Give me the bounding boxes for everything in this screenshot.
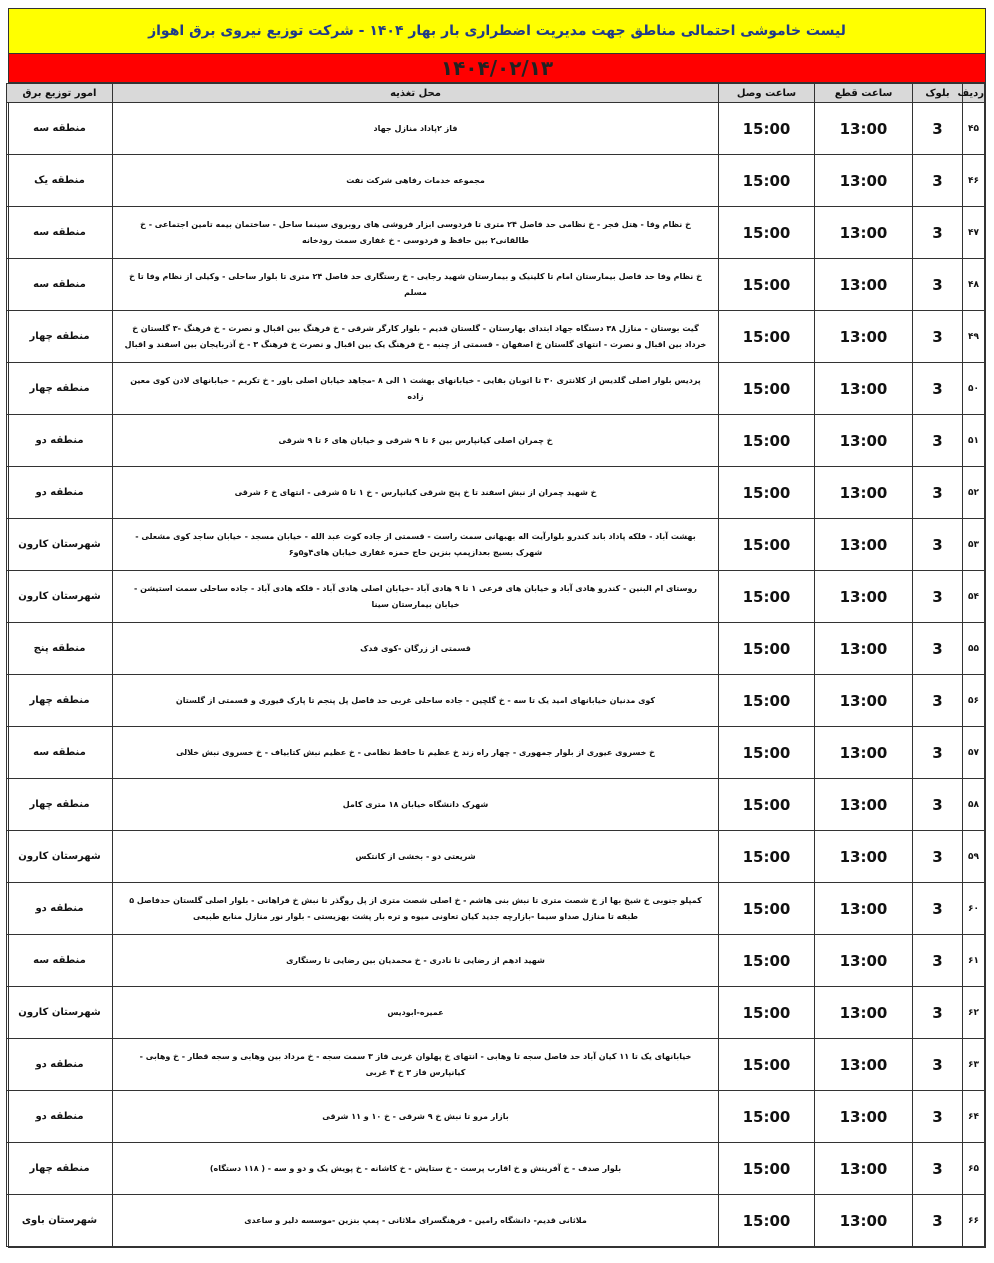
cell-district: منطقه چهار — [7, 675, 113, 727]
cell-location: شهید ادهم از رضایی تا نادری - خ محمدیان بین رضایی تا رستگاری — [113, 935, 719, 987]
cell-row-number: ۶۴ — [963, 1091, 985, 1143]
cell-cut-time: 13:00 — [815, 259, 913, 311]
cell-row-number: ۵۱ — [963, 415, 985, 467]
cell-block: 3 — [913, 779, 963, 831]
cell-location: بازار مرو تا نبش خ ۹ شرقی - خ ۱۰ و ۱۱ شرقی — [113, 1091, 719, 1143]
table-row — [7, 207, 985, 259]
cell-location: بهشت آباد - فلکه پاداد باند کندرو بلوارآیت اله بهبهانی سمت راست - قسمتی از جاده کوت عبد الله - خیابان مسجد - خیابان ساجد کوی مشعلی - شهرک بسیج بعدازپمپ بنزین حاج حمزه غفاری خیابان های۴و۵و۶ — [113, 519, 719, 571]
cell-row-number: ۴۵ — [963, 103, 985, 155]
cell-location: مجموعه خدمات رفاهی شرکت نفت — [113, 155, 719, 207]
cell-connect-time: 15:00 — [719, 987, 815, 1039]
header-district: امور توزیع برق — [7, 84, 113, 103]
cell-block: 3 — [913, 467, 963, 519]
cell-district: منطقه چهار — [7, 363, 113, 415]
cell-location: عمیره-ابودیس — [113, 987, 719, 1039]
cell-cut-time: 13:00 — [815, 987, 913, 1039]
cell-connect-time: 15:00 — [719, 831, 815, 883]
cell-connect-time: 15:00 — [719, 883, 815, 935]
cell-location: بلوار صدف - خ آفرینش و خ اقارب پرست - خ ستایش - خ کاشانه - خ پویش یک و دو و سه - ( ۱۱۸ دستگاه) — [113, 1143, 719, 1195]
cell-block: 3 — [913, 883, 963, 935]
cell-block: 3 — [913, 675, 963, 727]
cell-row-number: ۵۹ — [963, 831, 985, 883]
cell-block: 3 — [913, 1039, 963, 1091]
cell-row-number: ۵۲ — [963, 467, 985, 519]
cell-location: پردیس بلوار اصلی گلدیس از کلانتری ۳۰ تا اتوبان بقایی - خیابانهای بهشت ۱ الی ۸ -مجاهد خیابان اصلی باور - خ تکریم - خیابانهای لادن کوی معین زاده — [113, 363, 719, 415]
cell-row-number: ۵۷ — [963, 727, 985, 779]
cell-location: روستای ام البنین - کندرو هادی آباد و خیابان های فرعی ۱ تا ۹ هادی آباد -خیابان اصلی هادی آباد - فلکه هادی آباد - جاده ساحلی سمت استیشن - خیابان بیمارستان سینا — [113, 571, 719, 623]
cell-connect-time: 15:00 — [719, 467, 815, 519]
cell-connect-time: 15:00 — [719, 207, 815, 259]
table-row — [7, 311, 985, 363]
cell-location: خیابانهای یک تا ۱۱ کیان آباد حد فاصل سجه تا وهابی - انتهای خ پهلوان غربی فاز ۳ سمت سجه - خ مرداد بین وهابی و سجه قطار - خ وهابی - کیانپارس فاز ۳ خ ۴ غربی — [113, 1039, 719, 1091]
cell-cut-time: 13:00 — [815, 467, 913, 519]
cell-row-number: ۵۸ — [963, 779, 985, 831]
header-block: بلوک — [913, 84, 963, 103]
cell-connect-time: 15:00 — [719, 415, 815, 467]
cell-connect-time: 15:00 — [719, 311, 815, 363]
cell-location: کمپلو جنوبی خ شیخ بها از خ شصت متری تا نبش بنی هاشم - خ اصلی شصت متری از پل روگذر تا نبش خ فراهانی - بلوار اصلی گلستان حدفاصل ۵ طبقه تا منازل صداو سیما -بازارچه جدید کیان تعاونی میوه و تره بار پشت بهزیستی - بلوار نور منازل منابع طبیعی — [113, 883, 719, 935]
cell-connect-time: 15:00 — [719, 103, 815, 155]
cell-block: 3 — [913, 207, 963, 259]
cell-connect-time: 15:00 — [719, 935, 815, 987]
cell-block: 3 — [913, 571, 963, 623]
cell-block: 3 — [913, 519, 963, 571]
cell-block: 3 — [913, 1091, 963, 1143]
cell-connect-time: 15:00 — [719, 1039, 815, 1091]
cell-row-number: ۵۰ — [963, 363, 985, 415]
cell-cut-time: 13:00 — [815, 883, 913, 935]
table-body — [7, 103, 985, 1247]
cell-cut-time: 13:00 — [815, 727, 913, 779]
cell-block: 3 — [913, 311, 963, 363]
cell-location: خ نظام وفا - هتل فجر - خ نظامی حد فاصل ۲۴ متری تا فردوسی ابزار فروشی های روبروی سینما ساحل - ساختمان بیمه تامین اجتماعی - خ طالقانی۲ بین حافظ و فردوسی - خ غفاری سمت رودخانه — [113, 207, 719, 259]
cell-district: منطقه چهار — [7, 1143, 113, 1195]
table-header-row — [7, 84, 985, 103]
cell-cut-time: 13:00 — [815, 779, 913, 831]
cell-cut-time: 13:00 — [815, 623, 913, 675]
table-row — [7, 1195, 985, 1247]
cell-location: خ شهید چمران از نبش اسفند تا خ پنج شرقی کیانپارس - خ ۱ تا ۵ شرقی - انتهای خ ۶ شرقی — [113, 467, 719, 519]
cell-block: 3 — [913, 155, 963, 207]
cell-block: 3 — [913, 415, 963, 467]
cell-row-number: ۴۶ — [963, 155, 985, 207]
outage-table — [6, 83, 985, 1247]
outage-sheet — [8, 8, 986, 1248]
cell-district: منطقه دو — [7, 415, 113, 467]
table-row — [7, 1091, 985, 1143]
cell-district: منطقه یک — [7, 155, 113, 207]
cell-connect-time: 15:00 — [719, 727, 815, 779]
cell-cut-time: 13:00 — [815, 831, 913, 883]
cell-cut-time: 13:00 — [815, 207, 913, 259]
header-cut-time: ساعت قطع — [815, 84, 913, 103]
cell-row-number: ۶۰ — [963, 883, 985, 935]
cell-connect-time: 15:00 — [719, 623, 815, 675]
table-row — [7, 623, 985, 675]
cell-row-number: ۶۳ — [963, 1039, 985, 1091]
cell-block: 3 — [913, 259, 963, 311]
cell-row-number: ۵۶ — [963, 675, 985, 727]
cell-location: خ چمران اصلی کیانپارس بین ۶ تا ۹ شرقی و خیابان های ۶ تا ۹ شرقی — [113, 415, 719, 467]
header-location: محل تغذیه — [113, 84, 719, 103]
cell-district: شهرستان کارون — [7, 519, 113, 571]
cell-connect-time: 15:00 — [719, 1143, 815, 1195]
table-row — [7, 935, 985, 987]
cell-district: منطقه دو — [7, 1091, 113, 1143]
cell-cut-time: 13:00 — [815, 311, 913, 363]
table-row — [7, 1039, 985, 1091]
header-row-number: ردیف — [963, 84, 985, 103]
header-connect-time: ساعت وصل — [719, 84, 815, 103]
cell-district: شهرستان کارون — [7, 831, 113, 883]
table-row — [7, 155, 985, 207]
cell-district: منطقه سه — [7, 935, 113, 987]
cell-district: شهرستان کارون — [7, 987, 113, 1039]
cell-row-number: ۵۵ — [963, 623, 985, 675]
table-row — [7, 519, 985, 571]
cell-cut-time: 13:00 — [815, 571, 913, 623]
cell-block: 3 — [913, 987, 963, 1039]
cell-row-number: ۵۳ — [963, 519, 985, 571]
cell-row-number: ۴۸ — [963, 259, 985, 311]
cell-cut-time: 13:00 — [815, 1143, 913, 1195]
cell-location: شهرک دانشگاه خیابان ۱۸ متری کامل — [113, 779, 719, 831]
cell-row-number: ۶۱ — [963, 935, 985, 987]
cell-connect-time: 15:00 — [719, 259, 815, 311]
cell-cut-time: 13:00 — [815, 519, 913, 571]
cell-connect-time: 15:00 — [719, 363, 815, 415]
cell-block: 3 — [913, 623, 963, 675]
cell-row-number: ۴۷ — [963, 207, 985, 259]
table-row — [7, 831, 985, 883]
cell-cut-time: 13:00 — [815, 103, 913, 155]
cell-location: شریعتی دو - بخشی از کانتکس — [113, 831, 719, 883]
cell-row-number: ۶۶ — [963, 1195, 985, 1247]
table-row — [7, 675, 985, 727]
table-row — [7, 571, 985, 623]
cell-connect-time: 15:00 — [719, 571, 815, 623]
cell-location: خ خسروی عیوری از بلوار جمهوری - چهار راه زند خ عظیم تا حافظ نظامی - خ عظیم نبش کتابیاف - خ خسروی نبش خلالی — [113, 727, 719, 779]
cell-location: خ نظام وفا حد فاصل بیمارستان امام تا کلینیک و بیمارستان شهید رجایی - خ رستگاری حد فاصل ۲۴ متری تا بلوار ساحلی - وکیلی از نظام وفا تا خ مسلم — [113, 259, 719, 311]
table-row — [7, 987, 985, 1039]
cell-connect-time: 15:00 — [719, 519, 815, 571]
cell-block: 3 — [913, 727, 963, 779]
cell-cut-time: 13:00 — [815, 1195, 913, 1247]
cell-cut-time: 13:00 — [815, 1091, 913, 1143]
cell-block: 3 — [913, 1143, 963, 1195]
cell-location: فاز ۲پاداد منازل جهاد — [113, 103, 719, 155]
cell-district: منطقه دو — [7, 467, 113, 519]
cell-cut-time: 13:00 — [815, 1039, 913, 1091]
cell-location: گیت بوستان - منازل ۳۸ دستگاه جهاد ابتدای بهارستان - گلستان قدیم - بلوار کارگر شرقی - خ فرهنگ بین اقبال و نصرت - خ فرهنگ -۳ گلستان خ خرداد بین اقبال و نصرت - انتهای گلستان خ اصفهان - قسمتی از چنبه - خ فرهنگ یک بین اقبال و نصرت خ فرهنگ ۳ - خ آذربایجان بین اسفند و اقبال — [113, 311, 719, 363]
cell-connect-time: 15:00 — [719, 1091, 815, 1143]
cell-block: 3 — [913, 1195, 963, 1247]
cell-location: قسمتی از زرگان -کوی فدک — [113, 623, 719, 675]
table-row — [7, 363, 985, 415]
cell-cut-time: 13:00 — [815, 363, 913, 415]
cell-connect-time: 15:00 — [719, 675, 815, 727]
cell-location: کوی مدنیان خیابانهای امید یک تا سه - خ گلچین - جاده ساحلی غربی حد فاصل پل پنجم تا پارک قیوری و قسمتی از گلستان — [113, 675, 719, 727]
cell-row-number: ۵۴ — [963, 571, 985, 623]
cell-connect-time: 15:00 — [719, 1195, 815, 1247]
cell-district: شهرستان باوی — [7, 1195, 113, 1247]
cell-location: ملاثانی قدیم- دانشگاه رامین - فرهنگسرای ملاثانی - پمپ بنزین -موسسه دلیر و ساعدی — [113, 1195, 719, 1247]
table-row — [7, 467, 985, 519]
cell-block: 3 — [913, 831, 963, 883]
table-row — [7, 415, 985, 467]
sheet-date: ۱۴۰۴/۰۲/۱۳ — [9, 54, 985, 83]
cell-row-number: ۶۵ — [963, 1143, 985, 1195]
table-row — [7, 1143, 985, 1195]
table-row — [7, 259, 985, 311]
cell-cut-time: 13:00 — [815, 675, 913, 727]
cell-district: منطقه چهار — [7, 779, 113, 831]
cell-connect-time: 15:00 — [719, 155, 815, 207]
cell-district: منطقه دو — [7, 883, 113, 935]
table-row — [7, 103, 985, 155]
table-row — [7, 727, 985, 779]
cell-district: منطقه چهار — [7, 311, 113, 363]
table-row — [7, 883, 985, 935]
cell-district: منطقه دو — [7, 1039, 113, 1091]
cell-district: شهرستان کارون — [7, 571, 113, 623]
cell-connect-time: 15:00 — [719, 779, 815, 831]
sheet-title: لیست خاموشی احتمالی مناطق جهت مدیریت اضطراری بار بهار ۱۴۰۴ - شرکت توزیع نیروی برق اهواز — [9, 9, 985, 54]
cell-row-number: ۶۲ — [963, 987, 985, 1039]
cell-district: منطقه سه — [7, 727, 113, 779]
cell-district: منطقه سه — [7, 259, 113, 311]
cell-district: منطقه سه — [7, 207, 113, 259]
cell-row-number: ۴۹ — [963, 311, 985, 363]
cell-cut-time: 13:00 — [815, 155, 913, 207]
cell-block: 3 — [913, 103, 963, 155]
cell-cut-time: 13:00 — [815, 935, 913, 987]
cell-block: 3 — [913, 363, 963, 415]
cell-block: 3 — [913, 935, 963, 987]
cell-district: منطقه سه — [7, 103, 113, 155]
table-row — [7, 779, 985, 831]
cell-district: منطقه پنج — [7, 623, 113, 675]
cell-cut-time: 13:00 — [815, 415, 913, 467]
